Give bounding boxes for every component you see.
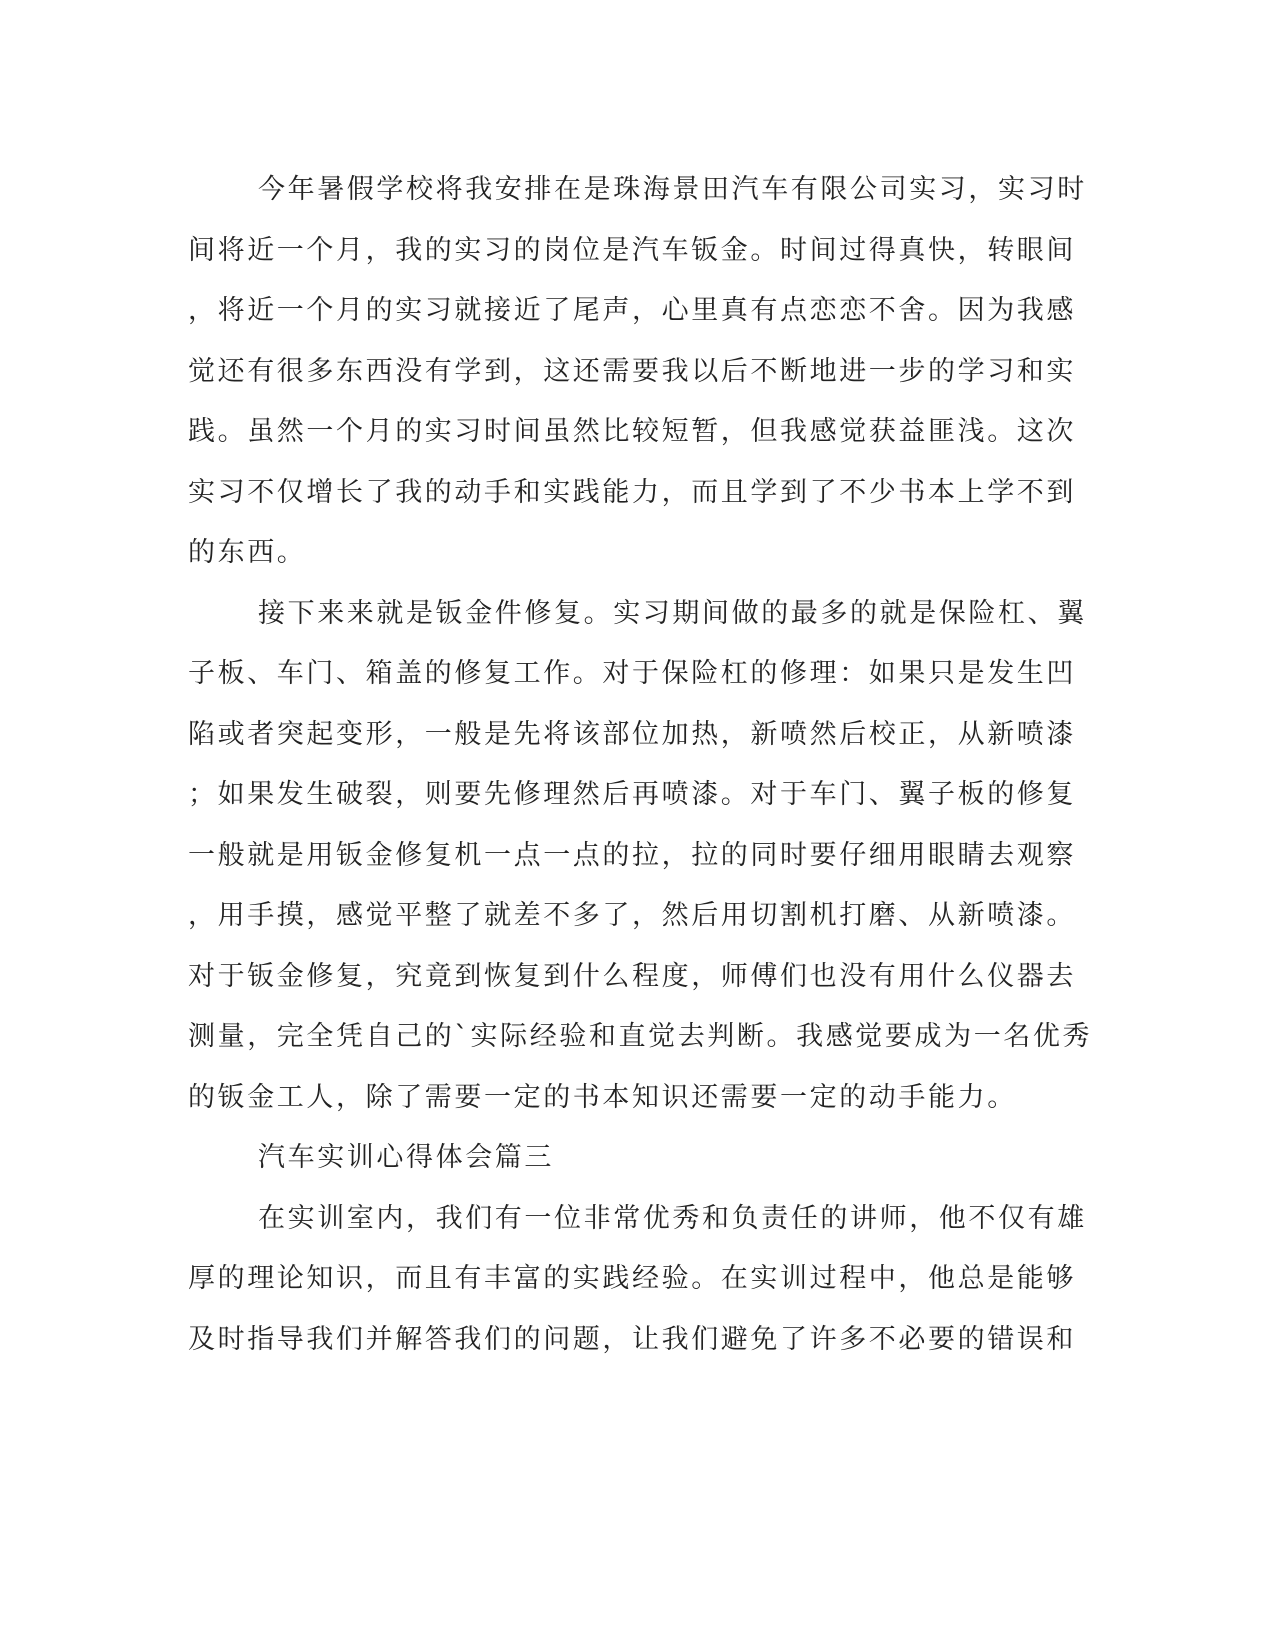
text-line: 觉还有很多东西没有学到，这还需要我以后不断地进一步的学习和实 bbox=[188, 355, 1076, 387]
text-line: 子板、车门、箱盖的修复工作。对于保险杠的修理：如果只是发生凹 bbox=[188, 658, 1076, 689]
paragraph-internship-intro bbox=[188, 160, 1087, 584]
text-line: 陷或者突起变形，一般是先将该部位加热，新喷然后校正，从新喷漆 bbox=[188, 718, 1076, 750]
text-line: 一般就是用钣金修复机一点一点的拉，拉的同时要仔细用眼睛去观察 bbox=[188, 839, 1076, 871]
heading-text: 汽车实训心得体会篇三 bbox=[258, 1142, 554, 1173]
text-line: 实习不仅增长了我的动手和实践能力，而且学到了不少书本上学不到 bbox=[188, 476, 1076, 508]
text-line: ，将近一个月的实习就接近了尾声，心里真有点恋恋不舍。因为我感 bbox=[188, 295, 1076, 326]
text-line: 践。虽然一个月的实习时间虽然比较短暂，但我感觉获益匪浅。这次 bbox=[188, 416, 1076, 447]
text-line: 的东西。 bbox=[188, 537, 307, 568]
paragraph-training-instructor bbox=[188, 1189, 1087, 1371]
text-line: ，用手摸，感觉平整了就差不多了，然后用切割机打磨、从新喷漆。 bbox=[188, 900, 1076, 931]
text-line: 及时指导我们并解答我们的问题，让我们避免了许多不必要的错误和 bbox=[188, 1323, 1076, 1355]
section-heading bbox=[188, 1128, 1068, 1189]
text-line: ；如果发生破裂，则要先修理然后再喷漆。对于车门、翼子板的修复 bbox=[188, 779, 1076, 810]
text-line: 间将近一个月，我的实习的岗位是汽车钣金。时间过得真快，转眼间 bbox=[188, 234, 1076, 266]
paragraph-sheet-metal-repair bbox=[188, 584, 1093, 1129]
text-line: 测量，完全凭自己的`实际经验和直觉去判断。我感觉要成为一名优秀 bbox=[188, 1021, 1093, 1052]
text-line: 对于钣金修复，究竟到恢复到什么程度，师傅们也没有用什么仪器去 bbox=[188, 960, 1076, 992]
document-body bbox=[188, 160, 1093, 1370]
text-line: 今年暑假学校将我安排在是珠海景田汽车有限公司实习，实习时 bbox=[258, 174, 1087, 205]
text-line: 接下来来就是钣金件修复。实习期间做的最多的就是保险杠、翼 bbox=[258, 597, 1087, 629]
text-line: 厚的理论知识，而且有丰富的实践经验。在实训过程中，他总是能够 bbox=[188, 1263, 1076, 1294]
text-line: 的钣金工人，除了需要一定的书本知识还需要一定的动手能力。 bbox=[188, 1081, 1017, 1113]
text-line: 在实训室内，我们有一位非常优秀和负责任的讲师，他不仅有雄 bbox=[258, 1202, 1087, 1234]
